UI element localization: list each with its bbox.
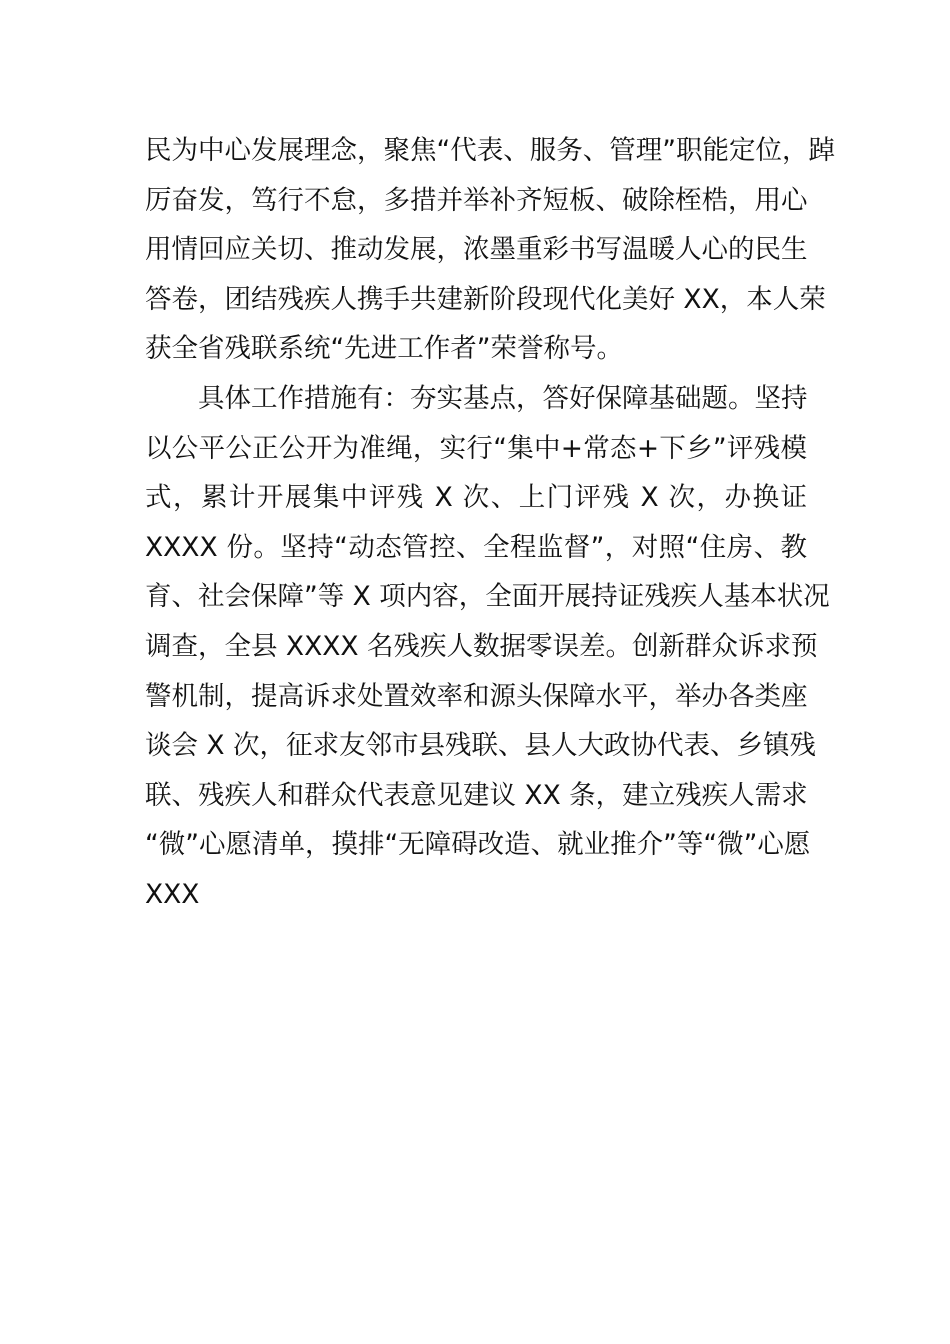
paragraph <box>145 374 830 920</box>
text-line: 育、社会保障”等 X 项内容，全面开展持证残疾人基本状况 <box>145 581 830 613</box>
text-line: 警机制，提高诉求处置效率和源头保障水平，举办各类座 <box>145 680 808 712</box>
text-line: 具体工作措施有：夯实基点，答好保障基础题。坚持 <box>198 382 808 414</box>
text-line: XXXX 份。坚持“动态管控、全程监督”，对照“住房、教 <box>145 531 807 563</box>
text-line: 谈会 X 次，征求友邻市县残联、县人大政协代表、乡镇残 <box>145 730 817 762</box>
text-line: “微”心愿清单，摸排“无障碍改造、就业推介”等“微”心愿 <box>145 829 811 861</box>
text-line: 获全省残联系统“先进工作者”荣誉称号。 <box>145 333 623 365</box>
text-line: 民为中心发展理念，聚焦“代表、服务、管理”职能定位，踔 <box>145 135 835 166</box>
text-line: XXX <box>145 878 200 910</box>
text-line: 厉奋发，笃行不怠，多措并举补齐短板、破除桎梏，用心 <box>145 184 808 216</box>
text-line: 联、残疾人和群众代表意见建议 XX 条，建立残疾人需求 <box>145 779 808 811</box>
text-line: 答卷，团结残疾人携手共建新阶段现代化美好 XX，本人荣 <box>145 283 826 315</box>
text-line: 用情回应关切、推动发展，浓墨重彩书写温暖人心的民生 <box>145 234 808 266</box>
text-line: 以公平公正公开为准绳，实行“集中+常态+下乡”评残模 <box>145 432 807 464</box>
paragraph <box>145 126 835 374</box>
text-line: 调查，全县 XXXX 名残疾人数据零误差。创新群众诉求预 <box>145 630 818 662</box>
text-line: 式，累计开展集中评残 X 次、上门评残 X 次，办换证 <box>145 482 807 514</box>
document-body <box>145 126 835 920</box>
